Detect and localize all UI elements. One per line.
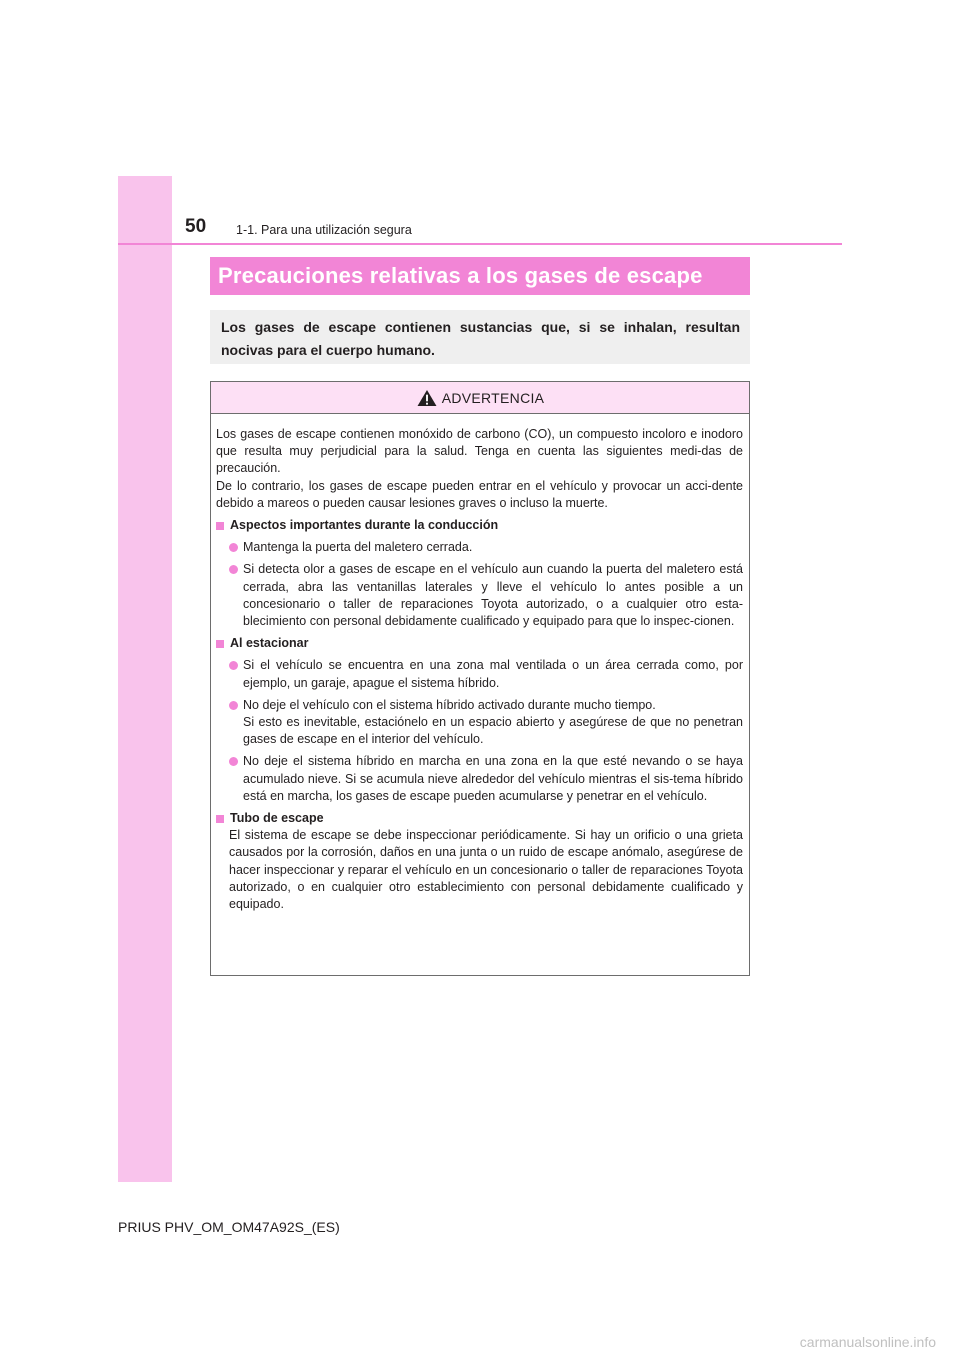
round-bullet-icon [229,757,238,766]
warning-paragraph: Los gases de escape contienen monóxido de carbono (CO), un compuesto incoloro e inodoro que resulta muy perjudicial para la salud. Tenga en cuenta las siguientes medi-das de precaución. [216,427,743,476]
title-bar [210,257,750,295]
page-title: Precauciones relativas a los gases de escape [218,263,703,288]
warning-paragraph: De lo contrario, los gases de escape pueden entrar en el vehículo y provocar un acci-dente debido a mareos o pueden causar lesiones graves o incluso la muerte. [216,478,743,510]
warning-triangle-icon [416,389,438,407]
list-item-text: Mantenga la puerta del maletero cerrada. [243,540,473,555]
section-label: 1-1. Para una utilización segura [236,223,412,237]
list-item-content [243,697,743,749]
list-item-text-extra: Si esto es inevitable, estaciónelo en un espacio abierto y asegúrese de que no penetran gases de escape en el interior del vehículo. [243,715,743,747]
list-item-text: No deje el sistema híbrido en marcha en una zona en la que esté nevando o se haya acumulado nieve. Si se acumula nieve alrededor del vehículo mientras el sis-tema híbrido está en marcha, los gases de escape pueden acumularse y penetrar en el vehículo. [243,754,743,803]
list-item [216,697,743,749]
subsection-heading-parking [216,635,743,652]
round-bullet-icon [229,701,238,710]
warning-body [211,414,749,913]
list-item [216,539,743,556]
subsection-text: El sistema de escape se debe inspeccionar periódicamente. Si hay un orificio o una grieta causados por la corrosión, daños en una junta o un ruido de escape anómalo, asegúrese de hacer inspeccionar y reparar el vehículo en un concesionario o taller de reparaciones Toyota autorizado, o en cualquier otro establecimiento con personal debidamente cualificado y equipado. [229,828,743,912]
warning-title: ADVERTENCIA [441,389,545,406]
round-bullet-icon [229,661,238,670]
list-item [216,753,743,805]
subsection-heading-label: Aspectos importantes durante la conducción [230,518,499,533]
list-item [216,657,743,691]
warning-header [211,382,749,414]
square-bullet-icon [216,815,224,823]
list-item-text: No deje el vehículo con el sistema híbrido activado durante mucho tiempo. [243,697,656,712]
intro-box [210,310,750,364]
round-bullet-icon [229,543,238,552]
square-bullet-icon [216,640,224,648]
subsection-heading-label: Al estacionar [230,636,309,651]
header-divider [118,243,842,245]
side-color-band [118,176,172,1182]
footer-model-code: PRIUS PHV_OM_OM47A92S_(ES) [118,1219,340,1235]
watermark: carmanualsonline.info [799,1334,936,1350]
square-bullet-icon [216,522,224,530]
page-number: 50 [185,216,207,237]
subsection-heading-driving [216,517,743,534]
round-bullet-icon [229,565,238,574]
warning-box [210,381,750,976]
list-item-text: Si el vehículo se encuentra en una zona mal ventilada o un área cerrada como, por ejemplo, un garaje, apague el sistema híbrido. [243,658,743,690]
intro-text: Los gases de escape contienen sustancias que, si se inhalan, resultan nocivas para el cuerpo humano. [221,319,740,358]
subsection-heading-label: Tubo de escape [230,811,324,826]
list-item [216,561,743,630]
list-item-text: Si detecta olor a gases de escape en el vehículo aun cuando la puerta del maletero está cerrada, abra las ventanillas laterales y lleve el vehículo lo antes posible a un concesionario o taller de reparaciones Toyota autorizado, o a cualquier otro esta-blecimiento con personal debidamente cualificado y equipado para que lo inspec-cionen. [243,562,743,629]
subsection-heading-exhaust-pipe [216,810,743,827]
